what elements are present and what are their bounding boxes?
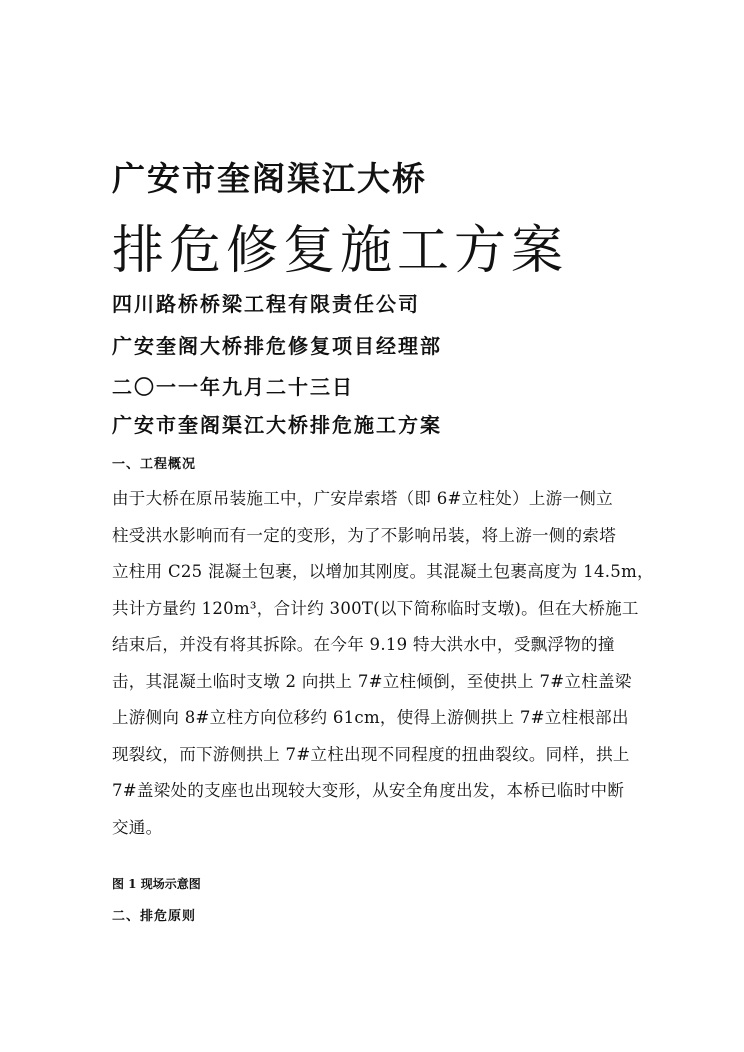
paragraph-line: 共计方量约 120m³，合计约 300T(以下简称临时支墩)。但在大桥施工: [112, 598, 639, 618]
plan-main-title: 排危修复施工方案: [112, 221, 569, 281]
paragraph-line: 击，其混凝土临时支墩 2 向拱上 7#立柱倾倒，至使拱上 7#立柱盖梁: [112, 671, 632, 691]
project-department: 广安奎阁大桥排危修复项目经理部: [112, 334, 442, 358]
company-name: 四川路桥桥梁工程有限责任公司: [112, 292, 420, 316]
paragraph-line: 现裂纹，而下游侧拱上 7#立柱出现不同程度的扭曲裂纹。同样，拱上: [112, 744, 630, 764]
paragraph-line: 7#盖梁处的支座也出现较大变形，从安全角度出发，本桥已临时中断: [112, 781, 625, 800]
paragraph-line: 上游侧向 8#立柱方向位移约 61cm，使得上游侧拱上 7#立柱根部出: [112, 708, 629, 727]
paragraph-line: 柱受洪水影响而有一定的变形，为了不影响吊装，将上游一侧的索塔: [112, 525, 616, 545]
section-heading-overview: 一、工程概况: [112, 457, 197, 472]
document-date: 二〇一一年九月二十三日: [112, 375, 354, 399]
overview-paragraph: [112, 484, 654, 849]
document-title: 广安市奎阁渠江大桥排危施工方案: [112, 413, 442, 437]
paragraph-line: 由于大桥在原吊装施工中，广安岸索塔（即 6#立柱处）上游一侧立: [112, 489, 613, 508]
paragraph-line: 立柱用 C25 混凝土包裹，以增加其刚度。其混凝土包裹高度为 14.5m，: [112, 562, 654, 581]
figure-caption: 图 1 现场示意图: [112, 877, 201, 891]
section-heading-principles: 二、排危原则: [112, 909, 197, 924]
bridge-name-title: 广安市奎阁渠江大桥: [112, 159, 427, 198]
paragraph-line: 结束后，并没有将其拆除。在今年 9.19 特大洪水中，受飘浮物的撞: [112, 635, 615, 654]
paragraph-line: 交通。: [112, 817, 163, 837]
